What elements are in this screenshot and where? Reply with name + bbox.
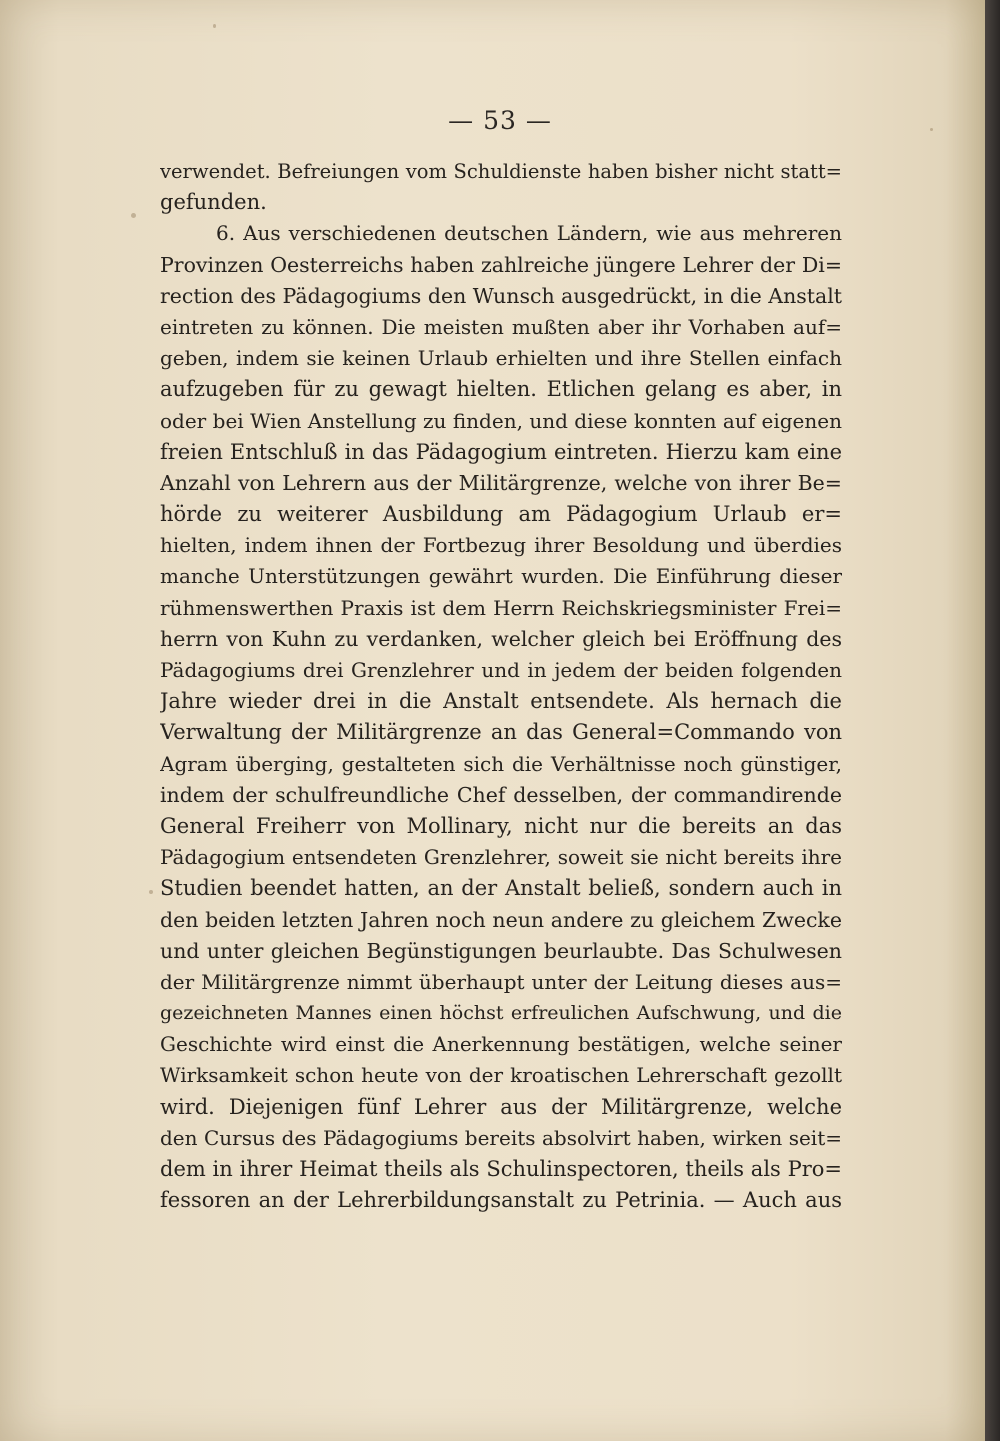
text-line: gezeichneten Mannes einen höchst erfreulichen Aufschwung, und die — [160, 1002, 842, 1025]
text-line: den Cursus des Pädagogiums bereits absolvirt haben, wirken seit= — [160, 1125, 842, 1150]
text-line: manche Unterstützungen gewährt wurden. Die Einführung dieser — [160, 564, 842, 589]
text-line: rection des Pädagogiums den Wunsch ausgedrückt, in die Anstalt — [160, 283, 842, 308]
text-line: oder bei Wien Anstellung zu finden, und diese konnten auf eigenen — [160, 408, 842, 433]
text-line: rühmenswerthen Praxis ist dem Herrn Reichskriegsminister Frei= — [160, 595, 842, 620]
text-line: Verwaltung der Militärgrenze an das General=Commando von — [160, 720, 842, 745]
text-line: den beiden letzten Jahren noch neun andere zu gleichem Zwecke — [160, 907, 842, 932]
text-line: Jahre wieder drei in die Anstalt entsendete. Als hernach die — [160, 689, 842, 714]
text-line: geben, indem sie keinen Urlaub erhielten und ihre Stellen einfach — [160, 346, 842, 371]
text-line: herrn von Kuhn zu verdanken, welcher gleich bei Eröffnung des — [160, 626, 842, 651]
text-line: indem der schulfreundliche Chef desselben, der commandirende — [160, 782, 842, 807]
text-line: General Freiherr von Mollinary, nicht nur die bereits an das — [160, 813, 842, 838]
body-text — [160, 156, 842, 1216]
paper-spot — [213, 24, 216, 28]
book-edge — [985, 0, 1000, 1441]
text-line: und unter gleichen Begünstigungen beurlaubte. Das Schulwesen — [160, 938, 842, 963]
text-line: Wirksamkeit schon heute von der kroatischen Lehrerschaft gezollt — [160, 1063, 842, 1088]
text-line: gefunden. — [160, 190, 267, 215]
text-line: eintreten zu können. Die meisten mußten aber ihr Vorhaben auf= — [160, 314, 842, 339]
text-line: dem in ihrer Heimat theils als Schulinspectoren, theils als Pro= — [160, 1157, 842, 1181]
text-line: freien Entschluß in das Pädagogium eintreten. Hierzu kam eine — [160, 439, 842, 464]
text-line: Provinzen Oesterreichs haben zahlreiche jüngere Lehrer der Di= — [160, 252, 842, 277]
paper-spot — [131, 213, 136, 218]
text-line: verwendet. Befreiungen vom Schuldienste haben bisher nicht statt= — [160, 160, 842, 183]
text-line: Geschichte wird einst die Anerkennung bestätigen, welche seiner — [160, 1032, 842, 1057]
text-line: Pädagogiums drei Grenzlehrer und in jedem der beiden folgenden — [160, 658, 842, 682]
text-line: Pädagogium entsendeten Grenzlehrer, soweit sie nicht bereits ihre — [160, 845, 842, 870]
text-line: wird. Diejenigen fünf Lehrer aus der Militärgrenze, welche — [160, 1094, 842, 1119]
text-line: hörde zu weiterer Ausbildung am Pädagogium Urlaub er= — [160, 502, 842, 527]
text-line: Agram überging, gestalteten sich die Verhältnisse noch günstiger, — [160, 751, 842, 776]
text-line: hielten, indem ihnen der Fortbezug ihrer Besoldung und überdies — [160, 533, 842, 558]
page-number: — 53 — — [448, 106, 552, 135]
paper-spot — [149, 890, 153, 894]
text-line: der Militärgrenze nimmt überhaupt unter der Leitung dieses aus= — [160, 969, 842, 994]
text-line: Studien beendet hatten, an der Anstalt beließ, sondern auch in — [160, 876, 842, 901]
text-line: fessoren an der Lehrerbildungsanstalt zu Petrinia. — Auch aus — [160, 1188, 842, 1213]
text-line: aufzugeben für zu gewagt hielten. Etlichen gelang es aber, in — [160, 377, 842, 402]
text-line: 6. Aus verschiedenen deutschen Ländern, wie aus mehreren — [216, 221, 842, 246]
text-line: Anzahl von Lehrern aus der Militärgrenze, welche von ihrer Be= — [160, 470, 842, 495]
